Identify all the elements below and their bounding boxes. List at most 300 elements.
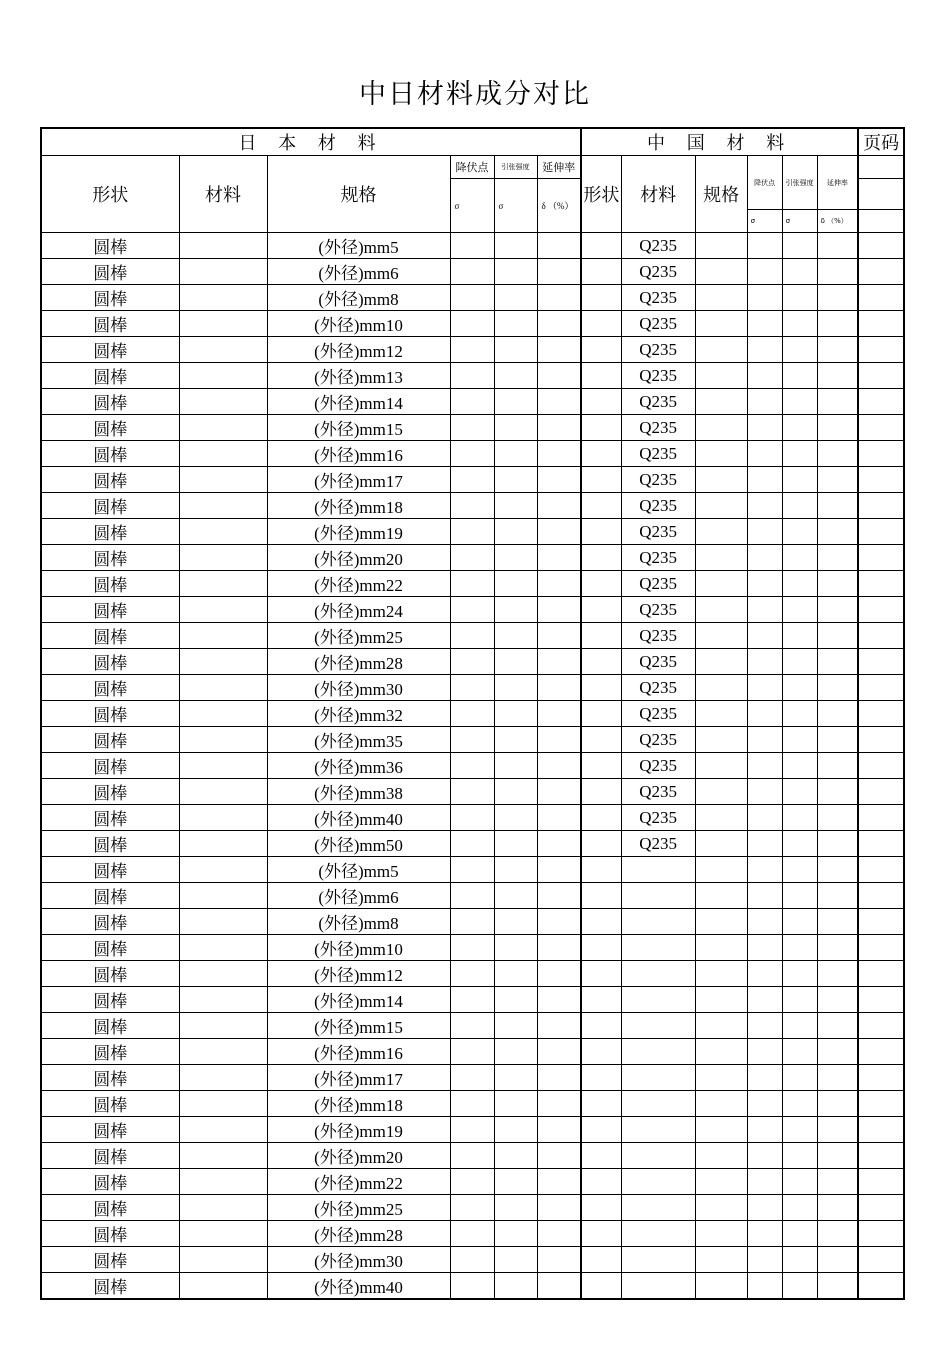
cn-elongation-cell xyxy=(817,285,858,311)
table-row xyxy=(41,389,904,415)
jp-tensile-cell xyxy=(494,857,537,883)
jp-elongation-cell xyxy=(537,675,581,701)
cn-material-cell xyxy=(621,1091,695,1117)
cn-yield-point-header: 降伏点 xyxy=(747,156,782,210)
jp-elongation-cell xyxy=(537,389,581,415)
page-number-cell xyxy=(858,805,904,831)
cn-yield-sigma: σ xyxy=(747,210,782,233)
jp-material-cell xyxy=(179,727,267,753)
jp-material-cell xyxy=(179,441,267,467)
jp-spec-cell: (外径)mm5 xyxy=(267,233,450,259)
cn-spec-cell xyxy=(695,493,747,519)
cn-tensile-cell xyxy=(782,337,817,363)
cn-spec-cell xyxy=(695,545,747,571)
jp-spec-cell: (外径)mm20 xyxy=(267,1143,450,1169)
jp-elongation-delta: δ （%） xyxy=(537,179,581,233)
jp-elongation-cell xyxy=(537,571,581,597)
jp-material-cell xyxy=(179,935,267,961)
cn-elongation-cell xyxy=(817,883,858,909)
cn-material-cell: Q235 xyxy=(621,727,695,753)
cn-tensile-cell xyxy=(782,519,817,545)
cn-material-header: 材料 xyxy=(621,156,695,233)
cn-elongation-cell xyxy=(817,1247,858,1273)
cn-elongation-cell xyxy=(817,545,858,571)
cn-spec-cell xyxy=(695,753,747,779)
table-row xyxy=(41,1195,904,1221)
jp-yield-cell xyxy=(450,623,494,649)
jp-yield-cell xyxy=(450,987,494,1013)
cn-material-cell xyxy=(621,987,695,1013)
cn-spec-cell xyxy=(695,363,747,389)
page-number-cell xyxy=(858,649,904,675)
cn-shape-cell xyxy=(581,545,621,571)
cn-tensile-cell xyxy=(782,1195,817,1221)
jp-shape-header: 形状 xyxy=(41,156,179,233)
cn-spec-cell xyxy=(695,415,747,441)
cn-elongation-cell xyxy=(817,597,858,623)
cn-material-cell xyxy=(621,1039,695,1065)
cn-shape-header: 形状 xyxy=(581,156,621,233)
jp-spec-cell: (外径)mm25 xyxy=(267,623,450,649)
jp-yield-cell xyxy=(450,363,494,389)
jp-yield-cell xyxy=(450,935,494,961)
jp-yield-cell xyxy=(450,753,494,779)
cn-material-cell: Q235 xyxy=(621,233,695,259)
cn-spec-cell xyxy=(695,441,747,467)
china-section-header: 中 国 材 料 xyxy=(581,128,858,156)
jp-spec-cell: (外径)mm14 xyxy=(267,389,450,415)
jp-yield-cell xyxy=(450,1013,494,1039)
jp-yield-sigma: σ xyxy=(450,179,494,233)
cn-material-cell: Q235 xyxy=(621,389,695,415)
jp-shape-cell: 圆棒 xyxy=(41,571,179,597)
jp-tensile-cell xyxy=(494,1013,537,1039)
jp-tensile-cell xyxy=(494,935,537,961)
cn-elongation-cell xyxy=(817,467,858,493)
jp-material-cell xyxy=(179,1091,267,1117)
jp-shape-cell: 圆棒 xyxy=(41,1221,179,1247)
cn-yield-cell xyxy=(747,363,782,389)
cn-spec-cell xyxy=(695,805,747,831)
cn-elongation-cell xyxy=(817,805,858,831)
table-row xyxy=(41,545,904,571)
cn-elongation-cell xyxy=(817,441,858,467)
jp-elongation-cell xyxy=(537,727,581,753)
jp-spec-cell: (外径)mm25 xyxy=(267,1195,450,1221)
cn-tensile-cell xyxy=(782,623,817,649)
cn-elongation-cell xyxy=(817,389,858,415)
jp-elongation-cell xyxy=(537,805,581,831)
jp-material-cell xyxy=(179,753,267,779)
table-row xyxy=(41,1065,904,1091)
cn-shape-cell xyxy=(581,1013,621,1039)
cn-elongation-cell xyxy=(817,779,858,805)
table-row xyxy=(41,909,904,935)
jp-shape-cell: 圆棒 xyxy=(41,1247,179,1273)
cn-spec-cell xyxy=(695,1273,747,1300)
table-row xyxy=(41,337,904,363)
jp-spec-header: 规格 xyxy=(267,156,450,233)
cn-shape-cell xyxy=(581,753,621,779)
jp-tensile-cell xyxy=(494,467,537,493)
cn-tensile-cell xyxy=(782,753,817,779)
jp-yield-cell xyxy=(450,493,494,519)
jp-tensile-cell xyxy=(494,1247,537,1273)
page-number-cell xyxy=(858,311,904,337)
page-number-cell xyxy=(858,1065,904,1091)
page-number-cell xyxy=(858,259,904,285)
jp-spec-cell: (外径)mm16 xyxy=(267,1039,450,1065)
jp-tensile-cell xyxy=(494,1273,537,1300)
jp-spec-cell: (外径)mm6 xyxy=(267,883,450,909)
table-row xyxy=(41,1273,904,1300)
cn-yield-cell xyxy=(747,649,782,675)
jp-yield-cell xyxy=(450,337,494,363)
jp-spec-cell: (外径)mm19 xyxy=(267,519,450,545)
cn-material-cell: Q235 xyxy=(621,831,695,857)
page-number-cell xyxy=(858,779,904,805)
jp-yield-cell xyxy=(450,649,494,675)
cn-yield-cell xyxy=(747,753,782,779)
cn-material-cell xyxy=(621,1013,695,1039)
jp-spec-cell: (外径)mm32 xyxy=(267,701,450,727)
jp-tensile-cell xyxy=(494,441,537,467)
cn-material-cell: Q235 xyxy=(621,363,695,389)
cn-tensile-cell xyxy=(782,701,817,727)
jp-material-cell xyxy=(179,1143,267,1169)
jp-elongation-cell xyxy=(537,285,581,311)
cn-tensile-cell xyxy=(782,779,817,805)
cn-spec-cell xyxy=(695,779,747,805)
jp-shape-cell: 圆棒 xyxy=(41,883,179,909)
table-row xyxy=(41,961,904,987)
jp-yield-cell xyxy=(450,389,494,415)
cn-spec-cell xyxy=(695,857,747,883)
cn-elongation-cell xyxy=(817,935,858,961)
jp-elongation-cell xyxy=(537,857,581,883)
jp-yield-cell xyxy=(450,1143,494,1169)
cn-tensile-cell xyxy=(782,389,817,415)
table-row xyxy=(41,701,904,727)
cn-tensile-cell xyxy=(782,935,817,961)
cn-tensile-cell xyxy=(782,1169,817,1195)
cn-yield-cell xyxy=(747,1091,782,1117)
jp-spec-cell: (外径)mm16 xyxy=(267,441,450,467)
jp-elongation-cell xyxy=(537,415,581,441)
cn-tensile-cell xyxy=(782,1221,817,1247)
cn-shape-cell xyxy=(581,441,621,467)
jp-shape-cell: 圆棒 xyxy=(41,285,179,311)
jp-material-cell xyxy=(179,233,267,259)
cn-material-cell: Q235 xyxy=(621,597,695,623)
cn-shape-cell xyxy=(581,337,621,363)
jp-tensile-cell xyxy=(494,597,537,623)
table-row xyxy=(41,1169,904,1195)
cn-material-cell xyxy=(621,935,695,961)
jp-spec-cell: (外径)mm5 xyxy=(267,857,450,883)
jp-tensile-cell xyxy=(494,909,537,935)
cn-shape-cell xyxy=(581,1091,621,1117)
jp-elongation-cell xyxy=(537,623,581,649)
jp-spec-cell: (外径)mm18 xyxy=(267,493,450,519)
cn-spec-cell xyxy=(695,649,747,675)
cn-spec-header: 规格 xyxy=(695,156,747,233)
jp-elongation-cell xyxy=(537,493,581,519)
cn-material-cell: Q235 xyxy=(621,675,695,701)
jp-spec-cell: (外径)mm12 xyxy=(267,337,450,363)
jp-elongation-cell xyxy=(537,1013,581,1039)
jp-spec-cell: (外径)mm10 xyxy=(267,311,450,337)
jp-yield-cell xyxy=(450,1091,494,1117)
jp-tensile-cell xyxy=(494,883,537,909)
table-row xyxy=(41,1221,904,1247)
jp-spec-cell: (外径)mm14 xyxy=(267,987,450,1013)
cn-shape-cell xyxy=(581,363,621,389)
cn-material-cell xyxy=(621,1117,695,1143)
jp-yield-cell xyxy=(450,1065,494,1091)
jp-material-cell xyxy=(179,467,267,493)
cn-tensile-cell xyxy=(782,493,817,519)
page-number-cell xyxy=(858,493,904,519)
jp-material-cell xyxy=(179,701,267,727)
jp-tensile-strength-header: 引张强度 xyxy=(494,156,537,179)
jp-spec-cell: (外径)mm15 xyxy=(267,1013,450,1039)
page-number-cell xyxy=(858,1221,904,1247)
jp-elongation-cell xyxy=(537,467,581,493)
jp-tensile-cell xyxy=(494,1195,537,1221)
cn-material-cell: Q235 xyxy=(621,623,695,649)
cn-shape-cell xyxy=(581,1195,621,1221)
jp-elongation-cell xyxy=(537,1169,581,1195)
cn-shape-cell xyxy=(581,909,621,935)
jp-tensile-cell xyxy=(494,259,537,285)
jp-material-cell xyxy=(179,649,267,675)
jp-yield-cell xyxy=(450,415,494,441)
cn-yield-cell xyxy=(747,1013,782,1039)
jp-tensile-cell xyxy=(494,545,537,571)
jp-yield-cell xyxy=(450,1247,494,1273)
cn-shape-cell xyxy=(581,311,621,337)
jp-elongation-cell xyxy=(537,1065,581,1091)
cn-material-cell: Q235 xyxy=(621,337,695,363)
jp-yield-cell xyxy=(450,675,494,701)
page-number-cell xyxy=(858,285,904,311)
table-row xyxy=(41,363,904,389)
cn-elongation-cell xyxy=(817,1221,858,1247)
cn-spec-cell xyxy=(695,623,747,649)
jp-material-cell xyxy=(179,571,267,597)
jp-shape-cell: 圆棒 xyxy=(41,961,179,987)
jp-material-cell xyxy=(179,1169,267,1195)
cn-spec-cell xyxy=(695,1117,747,1143)
jp-material-cell xyxy=(179,805,267,831)
jp-spec-cell: (外径)mm40 xyxy=(267,1273,450,1300)
jp-tensile-cell xyxy=(494,675,537,701)
jp-yield-point-header: 降伏点 xyxy=(450,156,494,179)
jp-shape-cell: 圆棒 xyxy=(41,779,179,805)
cn-yield-cell xyxy=(747,389,782,415)
jp-material-cell xyxy=(179,675,267,701)
jp-material-cell xyxy=(179,1195,267,1221)
jp-elongation-cell xyxy=(537,701,581,727)
cn-elongation-cell xyxy=(817,519,858,545)
cn-spec-cell xyxy=(695,571,747,597)
page-number-cell xyxy=(858,675,904,701)
jp-spec-cell: (外径)mm22 xyxy=(267,571,450,597)
jp-tensile-cell xyxy=(494,415,537,441)
jp-shape-cell: 圆棒 xyxy=(41,597,179,623)
page-title: 中日材料成分对比 xyxy=(359,79,591,110)
cn-shape-cell xyxy=(581,623,621,649)
jp-material-cell xyxy=(179,389,267,415)
cn-yield-cell xyxy=(747,779,782,805)
cn-elongation-cell xyxy=(817,1065,858,1091)
jp-shape-cell: 圆棒 xyxy=(41,831,179,857)
jp-tensile-cell xyxy=(494,1169,537,1195)
table-row xyxy=(41,441,904,467)
jp-shape-cell: 圆棒 xyxy=(41,311,179,337)
jp-yield-cell xyxy=(450,909,494,935)
jp-material-cell xyxy=(179,363,267,389)
jp-elongation-cell xyxy=(537,1143,581,1169)
jp-spec-cell: (外径)mm17 xyxy=(267,1065,450,1091)
jp-elongation-cell xyxy=(537,233,581,259)
jp-material-cell xyxy=(179,779,267,805)
cn-spec-cell xyxy=(695,1039,747,1065)
page-number-cell xyxy=(858,441,904,467)
jp-yield-cell xyxy=(450,779,494,805)
table-row xyxy=(41,675,904,701)
cn-material-cell: Q235 xyxy=(621,571,695,597)
cn-shape-cell xyxy=(581,389,621,415)
jp-shape-cell: 圆棒 xyxy=(41,1065,179,1091)
cn-tensile-cell xyxy=(782,961,817,987)
jp-tensile-sigma: σ xyxy=(494,179,537,233)
cn-elongation-cell xyxy=(817,675,858,701)
cn-spec-cell xyxy=(695,1013,747,1039)
jp-shape-cell: 圆棒 xyxy=(41,649,179,675)
page-number-cell xyxy=(858,233,904,259)
jp-shape-cell: 圆棒 xyxy=(41,727,179,753)
cn-elongation-cell xyxy=(817,1117,858,1143)
jp-tensile-cell xyxy=(494,831,537,857)
cn-tensile-cell xyxy=(782,259,817,285)
cn-yield-cell xyxy=(747,1065,782,1091)
cn-elongation-delta: δ （%） xyxy=(817,210,858,233)
jp-tensile-cell xyxy=(494,1065,537,1091)
cn-spec-cell xyxy=(695,1065,747,1091)
page-number-cell xyxy=(858,961,904,987)
cn-spec-cell xyxy=(695,1195,747,1221)
cn-elongation-cell xyxy=(817,753,858,779)
cn-elongation-cell xyxy=(817,1273,858,1300)
page-number-cell xyxy=(858,831,904,857)
jp-material-cell xyxy=(179,1039,267,1065)
cn-spec-cell xyxy=(695,519,747,545)
cn-yield-cell xyxy=(747,1273,782,1300)
cn-yield-cell xyxy=(747,545,782,571)
cn-material-cell: Q235 xyxy=(621,415,695,441)
cn-elongation-cell xyxy=(817,1195,858,1221)
page-cell xyxy=(858,210,904,233)
jp-elongation-cell xyxy=(537,597,581,623)
page-number-cell xyxy=(858,909,904,935)
table-row xyxy=(41,1091,904,1117)
page-number-cell xyxy=(858,389,904,415)
jp-yield-cell xyxy=(450,727,494,753)
cn-tensile-cell xyxy=(782,441,817,467)
jp-spec-cell: (外径)mm36 xyxy=(267,753,450,779)
cn-yield-cell xyxy=(747,857,782,883)
jp-elongation-cell xyxy=(537,961,581,987)
jp-elongation-cell xyxy=(537,649,581,675)
page-number-cell xyxy=(858,1091,904,1117)
jp-material-cell xyxy=(179,1273,267,1300)
cn-shape-cell xyxy=(581,1247,621,1273)
jp-shape-cell: 圆棒 xyxy=(41,753,179,779)
cn-spec-cell xyxy=(695,831,747,857)
cn-spec-cell xyxy=(695,311,747,337)
jp-spec-cell: (外径)mm6 xyxy=(267,259,450,285)
jp-tensile-cell xyxy=(494,311,537,337)
page-number-cell xyxy=(858,857,904,883)
cn-yield-cell xyxy=(747,935,782,961)
jp-shape-cell: 圆棒 xyxy=(41,1091,179,1117)
cn-shape-cell xyxy=(581,571,621,597)
jp-elongation-cell xyxy=(537,987,581,1013)
cn-tensile-cell xyxy=(782,1091,817,1117)
cn-tensile-cell xyxy=(782,649,817,675)
jp-tensile-cell xyxy=(494,727,537,753)
cn-elongation-cell xyxy=(817,1091,858,1117)
cn-elongation-cell xyxy=(817,831,858,857)
page-number-cell xyxy=(858,597,904,623)
jp-material-cell xyxy=(179,1117,267,1143)
jp-spec-cell: (外径)mm28 xyxy=(267,649,450,675)
cn-spec-cell xyxy=(695,987,747,1013)
cn-yield-cell xyxy=(747,805,782,831)
page-number-cell xyxy=(858,987,904,1013)
cn-shape-cell xyxy=(581,675,621,701)
jp-yield-cell xyxy=(450,571,494,597)
cn-spec-cell xyxy=(695,1169,747,1195)
cn-yield-cell xyxy=(747,519,782,545)
jp-tensile-cell xyxy=(494,649,537,675)
jp-material-cell xyxy=(179,623,267,649)
cn-shape-cell xyxy=(581,649,621,675)
page-number-cell xyxy=(858,1247,904,1273)
jp-spec-cell: (外径)mm20 xyxy=(267,545,450,571)
cn-elongation-cell xyxy=(817,987,858,1013)
jp-elongation-cell xyxy=(537,1273,581,1300)
jp-elongation-cell xyxy=(537,311,581,337)
jp-tensile-cell xyxy=(494,493,537,519)
jp-material-cell xyxy=(179,311,267,337)
jp-spec-cell: (外径)mm19 xyxy=(267,1117,450,1143)
jp-yield-cell xyxy=(450,831,494,857)
jp-spec-cell: (外径)mm12 xyxy=(267,961,450,987)
jp-spec-cell: (外径)mm24 xyxy=(267,597,450,623)
jp-elongation-cell xyxy=(537,519,581,545)
cn-tensile-cell xyxy=(782,285,817,311)
cn-shape-cell xyxy=(581,1169,621,1195)
cn-shape-cell xyxy=(581,779,621,805)
jp-elongation-cell xyxy=(537,909,581,935)
cn-shape-cell xyxy=(581,519,621,545)
jp-shape-cell: 圆棒 xyxy=(41,519,179,545)
cn-material-cell xyxy=(621,909,695,935)
table-row xyxy=(41,623,904,649)
